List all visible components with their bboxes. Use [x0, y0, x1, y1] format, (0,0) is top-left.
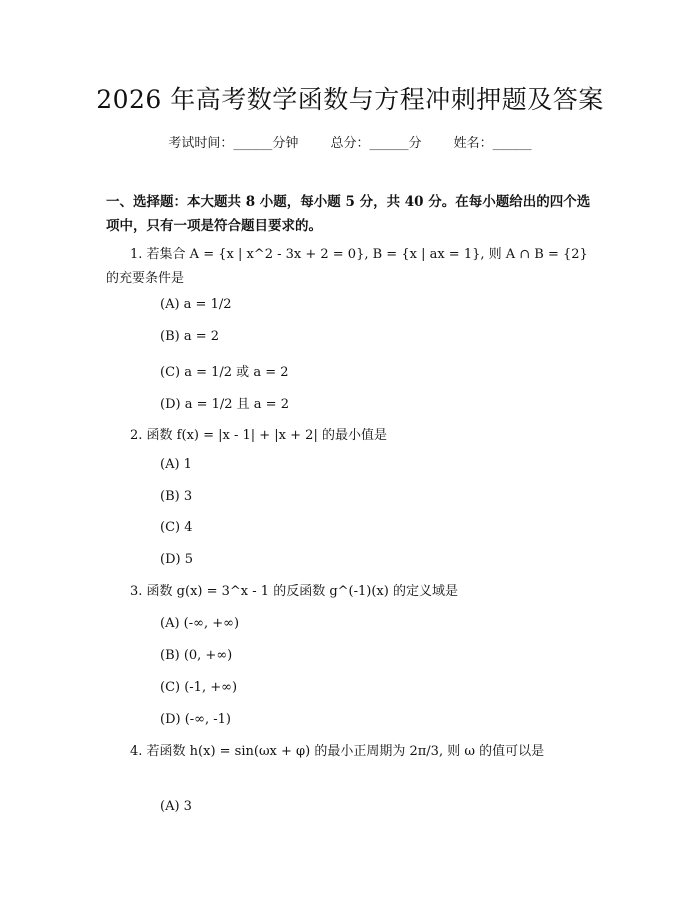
question-text: 函数 g(x) = 3^x - 1 的反函数 g^(-1)(x) 的定义域是: [146, 584, 458, 599]
exam-time-field: 考试时间：______分钟: [168, 136, 299, 151]
question-text: 函数 f(x) = |x - 1| + |x + 2| 的最小值是: [146, 428, 387, 443]
option-b: (B) a = 2: [160, 329, 220, 344]
option-a: (A) (-∞, +∞): [160, 616, 240, 631]
option-b: (B) 3: [160, 489, 193, 504]
option-d: (D) 5: [160, 552, 193, 567]
question-number: 2.: [130, 428, 143, 443]
question-2: [106, 424, 594, 448]
option-a: (A) 3: [160, 799, 192, 814]
option-d: (D) (-∞, -1): [160, 712, 231, 727]
option-a: (A) a = 1/2: [160, 297, 232, 312]
question-text: 若函数 h(x) = sin(ωx + φ) 的最小正周期为 2π/3, 则 ω 的值可以是: [146, 744, 545, 759]
option-b: (B) (0, +∞): [160, 648, 233, 663]
exam-info-line: [0, 132, 700, 151]
option-d: (D) a = 1/2 且 a = 2: [160, 397, 289, 412]
question-number: 1.: [130, 247, 143, 262]
option-a: (A) 1: [160, 457, 192, 472]
question-4: [106, 740, 594, 764]
question-number: 4.: [130, 744, 143, 759]
option-c: (C) (-1, +∞): [160, 680, 238, 695]
question-1: [106, 243, 594, 291]
option-c: (C) 4: [160, 520, 193, 535]
option-c: (C) a = 1/2 或 a = 2: [160, 365, 289, 380]
section-heading: 一、选择题：本大题共 8 小题，每小题 5 分，共 40 分。在每小题给出的四个选项中，只有一项是符合题目要求的。: [106, 194, 591, 234]
page-title: 2026 年高考数学函数与方程冲刺押题及答案: [96, 85, 604, 114]
question-3: [106, 580, 594, 604]
total-score-field: 总分：______分: [330, 136, 422, 151]
student-name-field: 姓名：______: [453, 136, 532, 151]
question-number: 3.: [130, 584, 143, 599]
question-text: 若集合 A = {x | x^2 - 3x + 2 = 0}, B = {x | ax = 1}, 则 A ∩ B = {2} 的充要条件是: [106, 247, 588, 286]
